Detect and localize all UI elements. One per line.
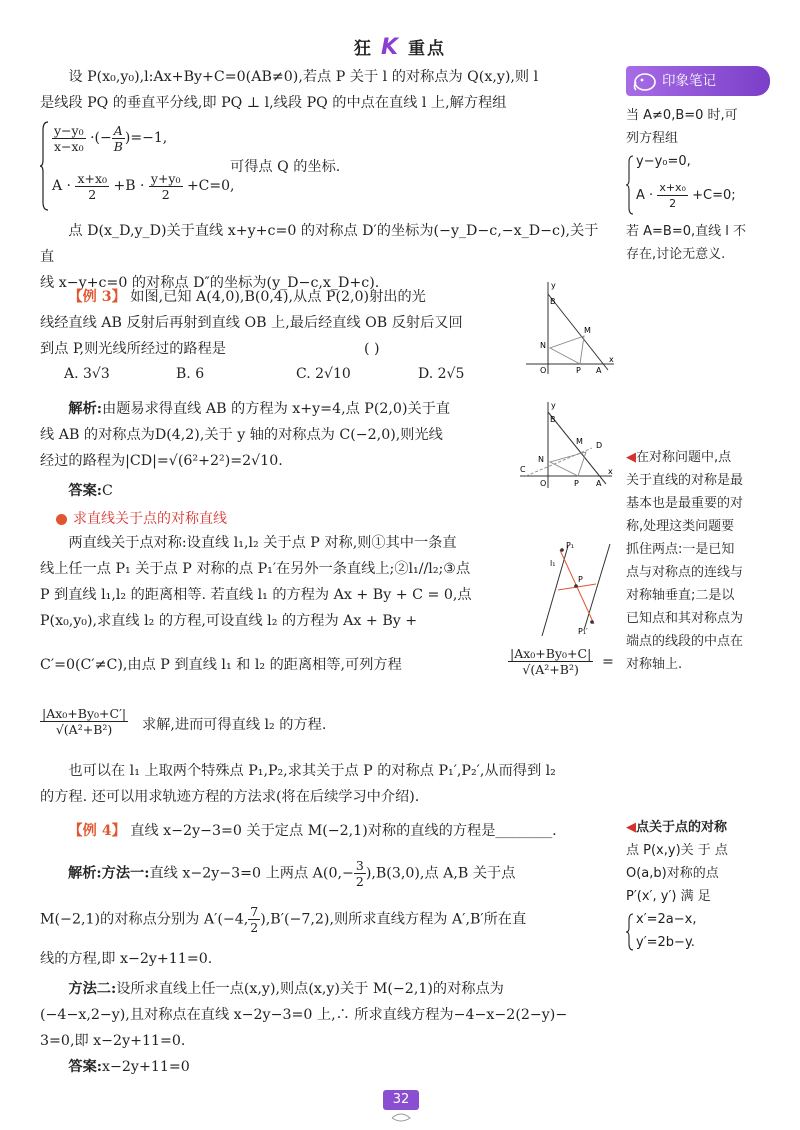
- solution-3: 解析:由题易求得直线 AB 的方程为 x+y=4,点 P(2,0)关于直 线 AB 的对称点为D(4,2),关于 y 轴的对称点为 C(−2,0),则光线 经过的路程为|CD|=√(6²+2²)=2√10. 答案:C: [40, 396, 515, 504]
- example-4: 【例 4】 直线 x−2y−3=0 关于定点 M(−2,1)对称的直线的方程是________.: [68, 823, 557, 839]
- choice-a: A. 3√3: [64, 366, 110, 382]
- header-right: 重点: [407, 39, 446, 59]
- section-bullet-icon: [56, 514, 67, 525]
- line-ab: [548, 294, 608, 370]
- label-o: O: [540, 366, 547, 375]
- side-badge: [626, 66, 770, 96]
- solution-4-method-2: 方法二:设所求直线上任一点(x,y),则点(x,y)关于 M(−2,1)的对称点为 (−4−x,2−y),且对称点在直线 x−2y−3=0 上,∴ 所求直线方程为−4−x−2(2−y)− 3=0,即 x−2y+11=0. 答案:x−2y+11=0: [40, 981, 568, 1075]
- svg-text:P: P: [574, 479, 579, 488]
- alternate-method-paragraph: 也可以在 l₁ 上取两个特殊点 P₁,P₂,求其关于点 P 的对称点 P₁′,P₂′,从而得到 l₂ 的方程. 还可以用求轨迹方程的方法求(将在后续学习中介绍).: [40, 763, 556, 805]
- header-k-logo: K: [380, 35, 401, 60]
- figure-reflection-2: [516, 398, 616, 490]
- choice-b: B. 6: [176, 366, 205, 382]
- intro-paragraph: [40, 64, 612, 116]
- answer-label: 答案:: [68, 483, 103, 499]
- example-tag: 【例 3】: [68, 289, 126, 305]
- elephant-icon: [632, 70, 658, 92]
- svg-text:C: C: [520, 465, 526, 474]
- footer-ornament-icon: [390, 1112, 412, 1124]
- svg-text:B: B: [550, 415, 556, 424]
- label-a: A: [596, 366, 602, 375]
- page-number: 32: [383, 1090, 419, 1110]
- brace: [40, 120, 50, 212]
- text-line: 线 AB 的对称点为D(4,2),关于 y 轴的对称点为 C(−2,0),则光线: [40, 427, 443, 443]
- solution-4-method-1: 解析:方法一:直线 x−2y−3=0 上两点 A(0,− $\frac{3}{2}$ ),B(3,0),点 A,B 关于点 M(−2,1)的对称点分别为 A′(−4, $\frac{7}{2}$ ),B′(−7,2),则所求直线方程为 A′,B′所在直 线的方程,即 x−2y+11=0.: [40, 858, 527, 967]
- eq-row-1: $\frac{\text{y−y₀}}{\text{x−x₀}}$ ·(− $\frac{A}{B}$ )=−1,: [54, 122, 168, 154]
- answer-value: C: [102, 483, 113, 499]
- text-line: 点 D(x_D,y_D)关于直线 x+y+c=0 的对称点 D′的坐标为(−y_D−c,−x_D−c),关于直: [40, 223, 599, 265]
- svg-text:P₁: P₁: [566, 541, 575, 550]
- page-header: [0, 34, 800, 60]
- answer-label: 答案:: [68, 1059, 103, 1075]
- equation-system: [40, 118, 612, 214]
- solution-label: 解析:: [68, 401, 103, 417]
- text-line: 线 x−y+c=0 的对称点 D″的坐标为(y_D−c,x_D+c).: [40, 275, 380, 291]
- svg-text:P₁′: P₁′: [578, 627, 588, 636]
- figure-reflection-1: [520, 278, 616, 376]
- line-symmetry-paragraph: 两直线关于点对称:设直线 l₁,l₂ 关于点 P 对称,则①其中一条直 线上任一点 P₁ 关于点 P 对称的点 P₁′在另外一条直线上;②l₁//l₂;③点 P 到直线 l₁,l₂ 的距离相等. 若直线 l₁ 的方程为 Ax + By + C = 0,点 P(x₀,y₀),求直线 l₂ 的方程,可设直线 l₂ 的方程为 Ax + By +: [40, 535, 472, 629]
- svg-text:y: y: [551, 401, 556, 410]
- choice-d: D. 2√5: [418, 366, 465, 382]
- svg-text:N: N: [538, 455, 544, 464]
- distance-equation-2: $\frac{\text{|Ax₀+By₀+C′|}}{\text{√(A²+B²)}}$ 求解,进而可得直线 l₂ 的方程.: [42, 706, 327, 737]
- header-left: 狂: [354, 39, 374, 59]
- label-p: P: [576, 366, 581, 375]
- label-m: M: [584, 326, 591, 335]
- choice-c: C. 2√10: [296, 366, 351, 382]
- svg-text:l₁: l₁: [550, 559, 556, 568]
- eq-note: 可得点 Q 的坐标.: [230, 159, 341, 175]
- svg-text:A: A: [596, 479, 602, 488]
- label-x: x: [609, 355, 614, 364]
- figure-parallel-lines: [534, 530, 618, 640]
- answer-paren: ( ): [363, 341, 380, 357]
- side-note-1: 当 A≠0,B=0 时,可 列方程组 y−y₀=0, A · $\frac{\text{x+x₀}}{2}$ +C=0; 若 A=B=0,直线 l 不 存在,讨论无意义.: [626, 108, 747, 262]
- label-n: N: [540, 341, 546, 350]
- answer-value: x−2y+11=0: [102, 1059, 190, 1075]
- section-title: 求直线关于点的对称直线: [56, 508, 227, 528]
- text-line: 是线段 PQ 的垂直平分线,即 PQ ⊥ l,线段 PQ 的中点在直线 l 上,解方程组: [40, 95, 507, 111]
- svg-text:M: M: [576, 437, 583, 446]
- svg-text:x: x: [608, 467, 613, 476]
- svg-text:O: O: [540, 479, 547, 488]
- example-3: 【例 3】 如图,已知 A(4,0),B(0,4),从点 P(2,0)射出的光 线经直线 AB 反射后再射到直线 OB 上,最后经直线 OB 反射后又回 到点 P,则光线所经过的路程是 ( ): [40, 284, 510, 362]
- triangle-marker-icon: ◀: [626, 450, 636, 465]
- text-line: 线经直线 AB 反射后再射到直线 OB 上,最后经直线 OB 反射后又回: [40, 315, 463, 331]
- text-line: 设 P(x₀,y₀),l:Ax+By+C=0(AB≠0),若点 P 关于 l 的对称点为 Q(x,y),则 l: [68, 69, 539, 85]
- side-note-2: ◀在对称问题中,点 关于直线的对称是最 基本也是最重要的对 称,处理这类问题要 抓住两点:一是已知 点与对称点的连线与 对称轴垂直;二是以 已知点和其对称点为 端点的线段的中点在 对称轴上.: [626, 450, 744, 672]
- example-tag: 【例 4】: [68, 823, 126, 839]
- label-b: B: [550, 297, 556, 306]
- eq-row-2: A · $\frac{\text{x+x₀}}{2}$ +B · $\frac{\text{y+y₀}}{2}$ +C=0,: [52, 170, 235, 202]
- side-note-3: ◀点关于点的对称 点 P(x,y)关 于 点 O(a,b)对称的点 P′(x′, y′) 满 足 x′=2a−x, y′=2b−y.: [626, 820, 728, 950]
- text-line: 经过的路程为|CD|=√(6²+2²)=2√10.: [40, 453, 283, 469]
- side-badge-label: 印象笔记: [662, 73, 716, 89]
- label-y: y: [551, 281, 556, 290]
- distance-equation: C′=0(C′≠C),由点 P 到直线 l₁ 和 l₂ 的距离相等,可列方程 $\frac{\text{|Ax₀+By₀+C|}}{\text{√(A²+B²)}}$ =: [40, 646, 614, 677]
- svg-text:P: P: [578, 575, 583, 584]
- triangle-marker-icon: ◀: [626, 820, 636, 835]
- svg-text:D: D: [596, 441, 603, 450]
